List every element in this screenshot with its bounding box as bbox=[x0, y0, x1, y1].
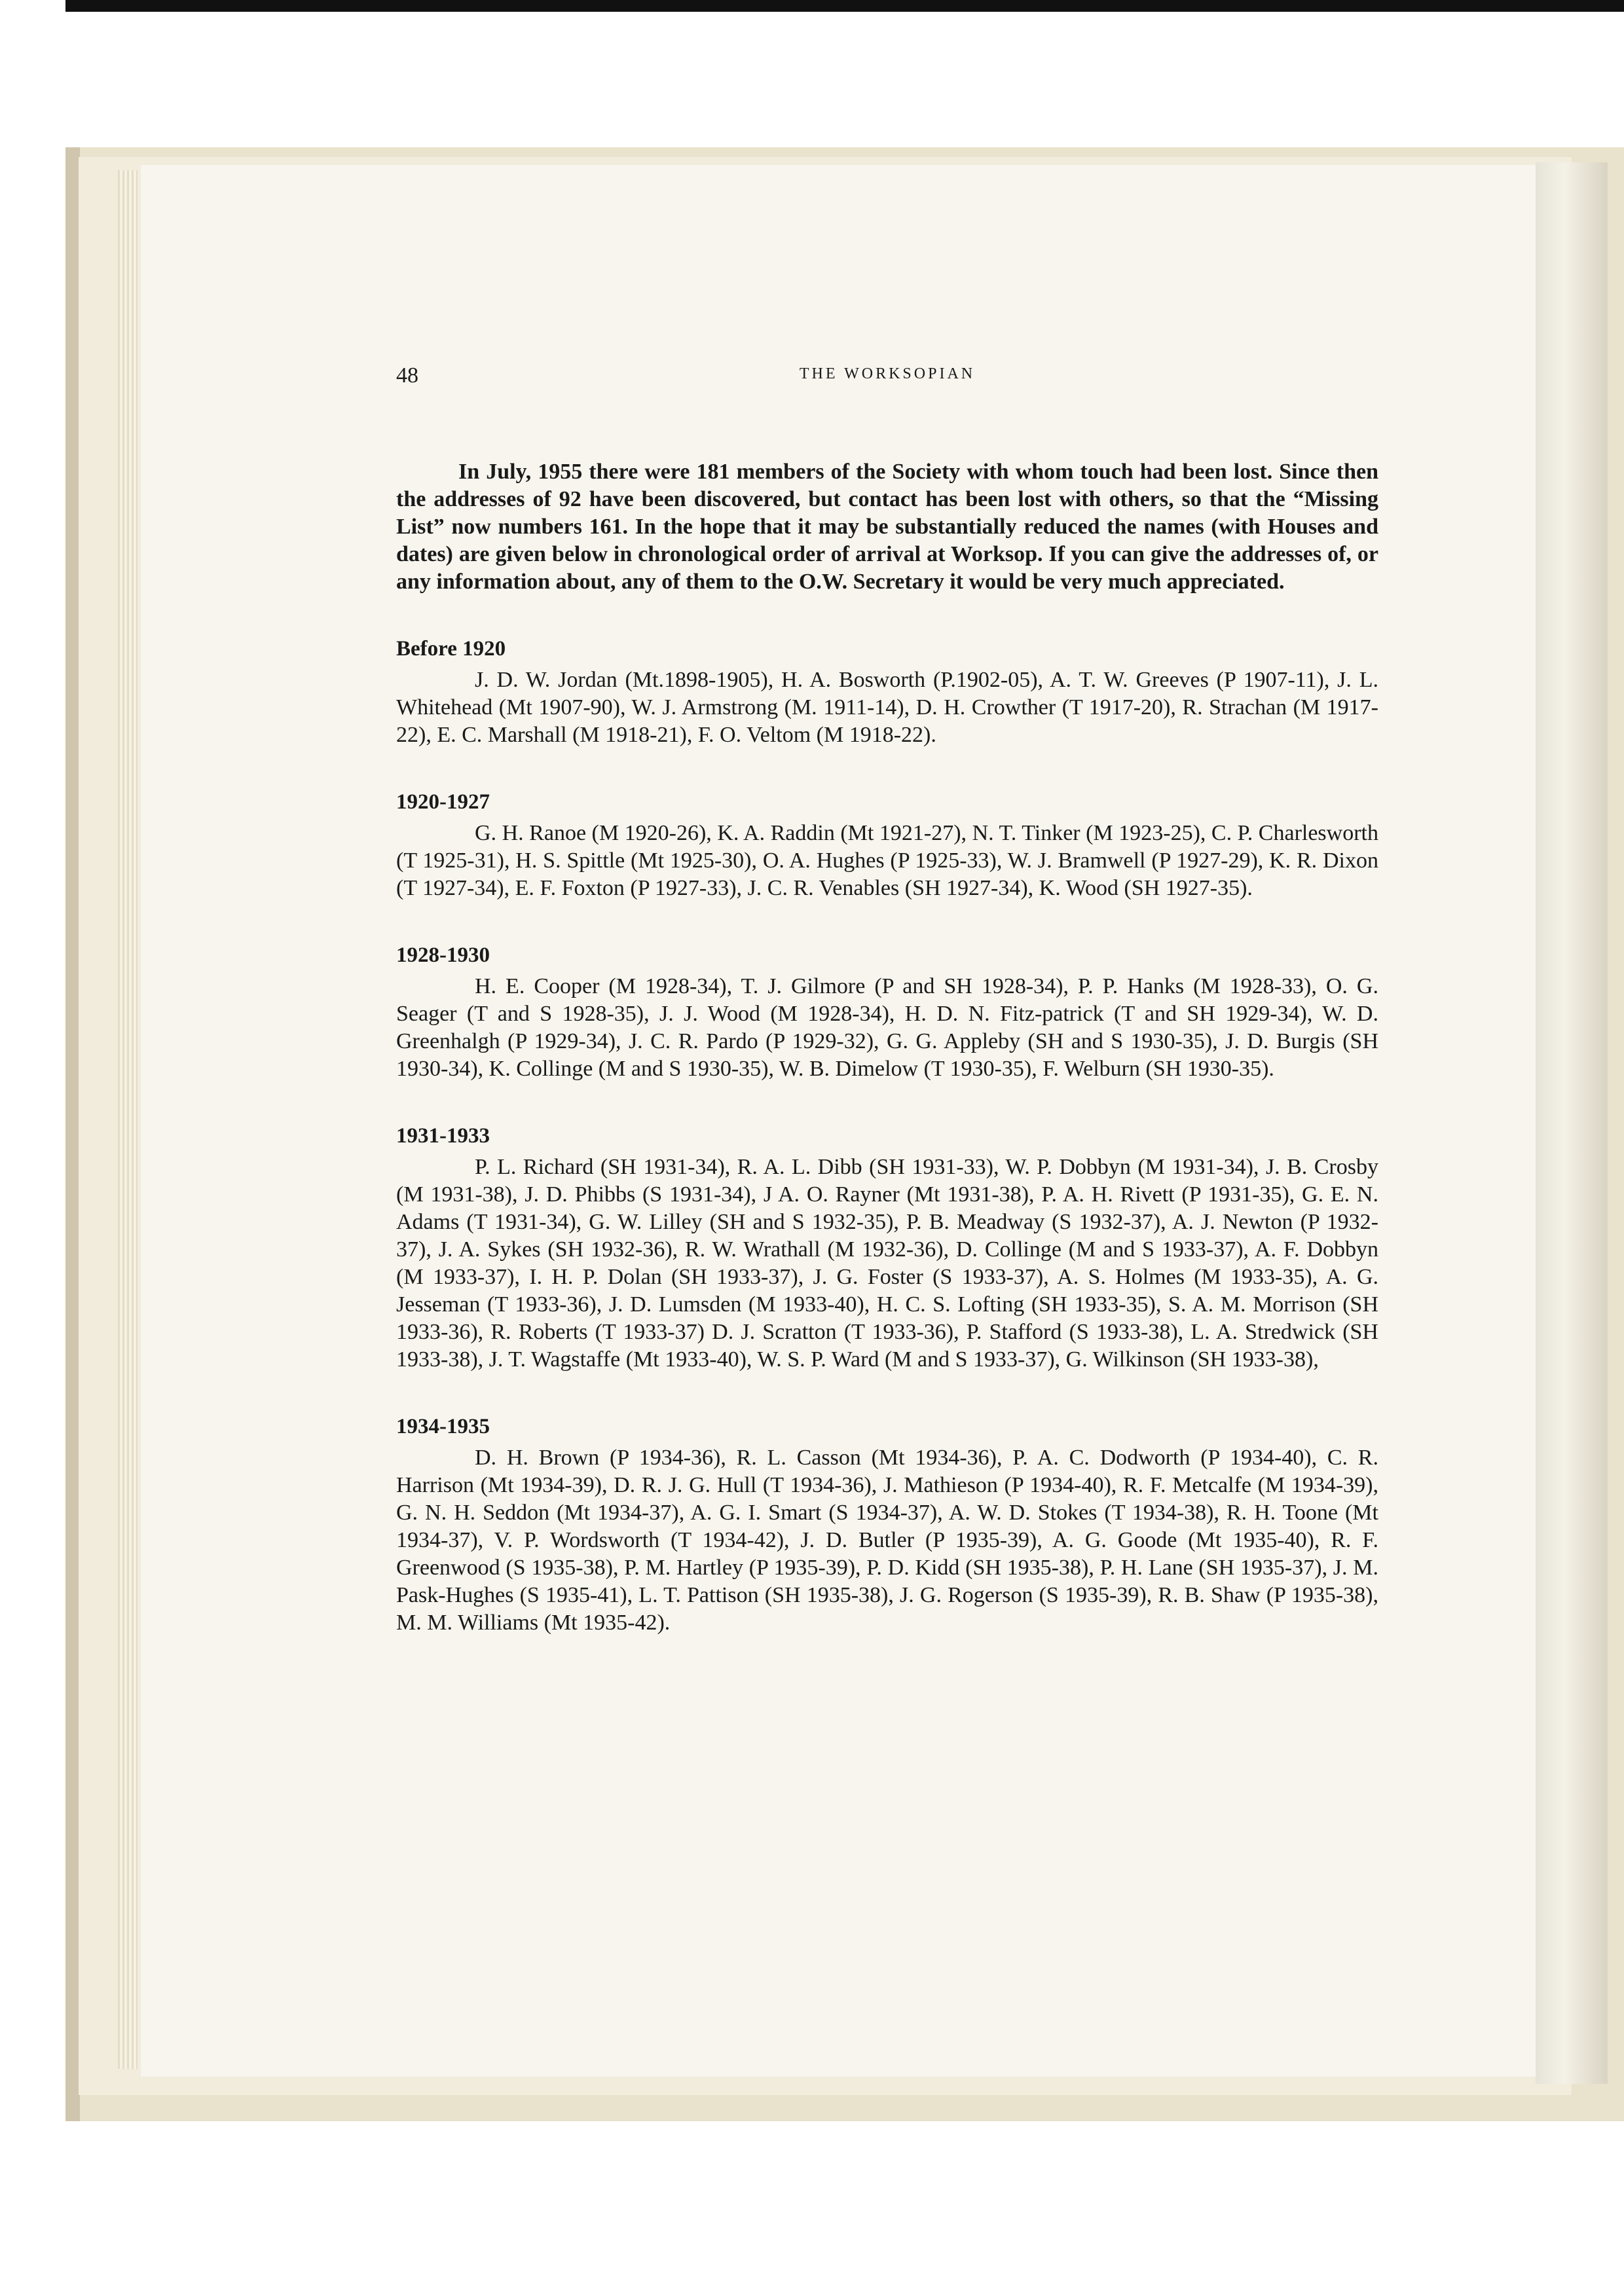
section-names: G. H. Ranoe (M 1920-26), K. A. Raddin (Mt 1921-27), N. T. Tinker (M 1923-25), C. P. Charlesworth (T 1925-31), H. S. Spittle (Mt 1925-30), O. A. Hughes (P 1925-33), W. J. Bramwell (P 1927-29), K. R. Dixon (T 1927-34), E. F. Foxton (P 1927-33), J. C. R. Venables (SH 1927-34), K. Wood (SH 1927-35). bbox=[396, 821, 1378, 900]
section-heading: 1934-1935 bbox=[396, 1415, 490, 1438]
facing-page-edge bbox=[1536, 162, 1608, 2084]
section-heading: 1928-1930 bbox=[396, 943, 490, 967]
section-names: P. L. Richard (SH 1931-34), R. A. L. Dibb (SH 1931-33), W. P. Dobbyn (M 1931-34), J. B. Crosby (M 1931-38), J. D. Phibbs (S 1931-34), J A. O. Rayner (Mt 1931-38), P. A. H. Rivett (P 1931-35), G. E. N. Adams (T 1931-34), G. W. Lilley (SH and S 1932-35), P. B. Meadway (S 1932-37), A. J. Newton (P 1932-37), J. A. Sykes (SH 1932-36), R. W. Wrathall (M 1932-36), D. Collinge (M and S 1933-37), A. F. Dobbyn (M 1933-37), I. H. P. Dolan (SH 1933-37), J. G. Foster (S 1933-37), A. S. Holmes (M 1933-35), A. G. Jesseman (T 1933-36), J. D. Lumsden (M 1933-40), H. C. S. Lofting (SH 1933-35), S. A. M. Morrison (SH 1933-36), R. Roberts (T 1933-37) D. J. Scratton (T 1933-36), P. Stafford (S 1933-38), L. A. Stredwick (SH 1933-38), J. T. Wagstaffe (Mt 1933-40), W. S. P. Ward (M and S 1933-37), G. Wilkinson (SH 1933-38), bbox=[396, 1155, 1378, 1372]
section-heading: 1920-1927 bbox=[396, 790, 490, 814]
page-number: 48 bbox=[396, 363, 418, 388]
section-1934-1935 bbox=[396, 1413, 1378, 1637]
section-names: D. H. Brown (P 1934-36), R. L. Casson (Mt 1934-36), P. A. C. Dodworth (P 1934-40), C. R. Harrison (Mt 1934-39), D. R. J. G. Hull (T 1934-36), J. Mathieson (P 1934-40), R. F. Metcalfe (M 1934-39), G. N. H. Seddon (Mt 1934-37), A. G. I. Smart (S 1934-37), A. W. D. Stokes (T 1934-38), R. H. Toone (Mt 1934-37), V. P. Wordsworth (T 1934-42), J. D. Butler (P 1935-39), A. G. Goode (Mt 1935-40), R. F. Greenwood (S 1935-38), P. M. Hartley (P 1935-39), P. D. Kidd (SH 1935-38), P. H. Lane (SH 1935-37), J. M. Pask-Hughes (S 1935-41), L. T. Pattison (SH 1935-38), J. G. Rogerson (S 1935-39), R. B. Shaw (P 1935-38), M. M. Williams (Mt 1935-42). bbox=[396, 1446, 1378, 1635]
section-names: J. D. W. Jordan (Mt.1898-1905), H. A. Bosworth (P.1902-05), A. T. W. Greeves (P 1907-11), J. L. Whitehead (Mt 1907-90), W. J. Armstrong (M. 1911-14), D. H. Crowther (T 1917-20), R. Strachan (M 1917-22), E. C. Marshall (M 1918-21), F. O. Veltom (M 1918-22). bbox=[396, 668, 1378, 747]
page-content bbox=[396, 363, 1378, 1637]
section-heading: Before 1920 bbox=[396, 637, 506, 661]
running-head bbox=[396, 363, 1378, 396]
section-heading: 1931-1933 bbox=[396, 1124, 490, 1148]
section-1931-1933 bbox=[396, 1122, 1378, 1374]
section-1920-1927 bbox=[396, 788, 1378, 902]
section-names: H. E. Cooper (M 1928-34), T. J. Gilmore (P and SH 1928-34), P. P. Hanks (M 1928-33), O. G. Seager (T and S 1928-35), J. J. Wood (M 1928-34), H. D. N. Fitz-patrick (T and SH 1929-34), W. D. Greenhalgh (P 1929-34), J. C. R. Pardo (P 1929-32), G. G. Appleby (SH and S 1930-35), J. D. Burgis (SH 1930-34), K. Collinge (M and S 1930-35), W. B. Dimelow (T 1930-35), F. Welburn (SH 1930-35). bbox=[396, 974, 1378, 1081]
intro-paragraph: In July, 1955 there were 181 members of the Society with whom touch had been lost. Since then the addresses of 92 have been discovered, but contact has been lost with others, so that the “Missing List” now numbers 161. In the hope that it may be substantially reduced the names (with Houses and dates) are given below in chronological order of arrival at Worksop. If you can give the addresses of, or any information about, any of them to the O.W. Secretary it would be very much appreciated. bbox=[396, 460, 1378, 594]
page-edges bbox=[118, 170, 138, 2069]
journal-title: THE WORKSOPIAN bbox=[799, 365, 976, 382]
scan-top-border bbox=[65, 0, 1624, 12]
section-before-1920 bbox=[396, 635, 1378, 749]
section-1928-1930 bbox=[396, 941, 1378, 1083]
cover-edge-shadow bbox=[65, 147, 80, 2121]
